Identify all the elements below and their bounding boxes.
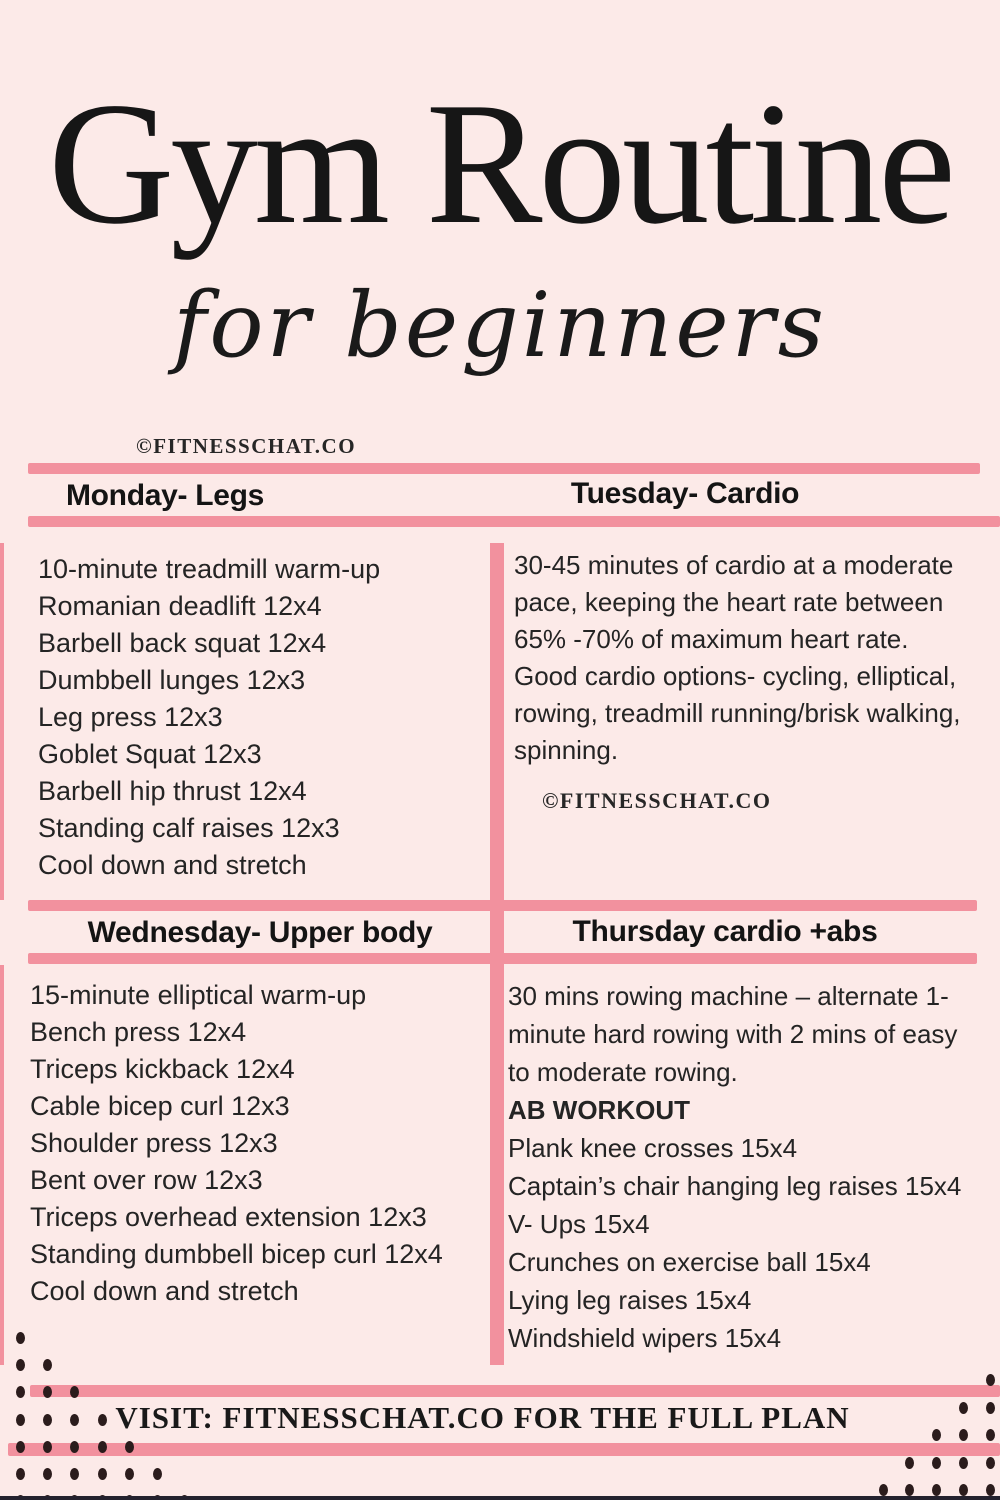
dot <box>905 1457 914 1469</box>
list-item: 10-minute treadmill warm-up <box>38 554 381 584</box>
dot <box>879 1484 888 1496</box>
thursday-header: Thursday cardio +abs <box>572 915 878 948</box>
dot <box>932 1484 941 1496</box>
header-top-rule <box>28 463 980 474</box>
wednesday-exercise-list <box>30 977 485 1310</box>
list-item: Romanian deadlift 12x4 <box>38 591 322 621</box>
dot <box>70 1468 79 1480</box>
dot <box>43 1359 52 1371</box>
list-item: Cable bicep curl 12x3 <box>30 1091 290 1121</box>
dot <box>16 1359 25 1371</box>
list-item: Windshield wipers 15x4 <box>508 1323 782 1353</box>
list-item: Shoulder press 12x3 <box>30 1128 278 1158</box>
dot <box>905 1484 914 1496</box>
banner-bottom-rule <box>8 1443 1000 1456</box>
list-item: Captain’s chair hanging leg raises 15x4 <box>508 1171 962 1201</box>
ab-workout-heading: AB WORKOUT <box>508 1095 690 1125</box>
dot <box>986 1484 995 1496</box>
list-item: Barbell hip thrust 12x4 <box>38 776 307 806</box>
banner-top-rule <box>30 1385 1000 1397</box>
dot <box>43 1468 52 1480</box>
list-item: Bent over row 12x3 <box>30 1165 263 1195</box>
watermark-top: ©FITNESSCHAT.CO <box>136 434 357 458</box>
monday-header: Monday- Legs <box>65 479 265 512</box>
list-item: Standing calf raises 12x3 <box>38 813 340 843</box>
dot <box>932 1457 941 1469</box>
list-item: Cool down and stretch <box>38 850 307 880</box>
midheader-top-rule <box>28 900 977 911</box>
dot <box>98 1468 107 1480</box>
tuesday-paragraph-2: Good cardio options- cycling, elliptical, rowing, treadmill running/brisk walking, spinning. <box>514 661 961 765</box>
list-item: Plank knee crosses 15x4 <box>508 1133 798 1163</box>
dot <box>986 1402 995 1414</box>
page-subtitle: for beginners <box>173 273 827 378</box>
list-item: Goblet Squat 12x3 <box>38 739 262 769</box>
list-item: Lying leg raises 15x4 <box>508 1285 752 1315</box>
watermark-middle: ©FITNESSCHAT.CO <box>542 788 772 813</box>
list-item: Leg press 12x3 <box>38 702 223 732</box>
dot <box>959 1484 968 1496</box>
tuesday-cardio-text <box>514 547 976 769</box>
list-item: Standing dumbbell bicep curl 12x4 <box>30 1239 443 1269</box>
left-accent-line-bottom <box>0 965 4 1365</box>
dot <box>986 1457 995 1469</box>
tuesday-header: Tuesday- Cardio <box>570 477 800 510</box>
footer-banner: VISIT: FITNESSCHAT.CO FOR THE FULL PLAN <box>115 1400 850 1435</box>
list-item: Crunches on exercise ball 15x4 <box>508 1247 871 1277</box>
wednesday-header: Wednesday- Upper body <box>87 916 433 949</box>
list-item: 15-minute elliptical warm-up <box>30 980 367 1010</box>
list-item: Dumbbell lunges 12x3 <box>38 665 306 695</box>
list-item: Barbell back squat 12x4 <box>38 628 327 658</box>
list-item: Triceps kickback 12x4 <box>30 1054 295 1084</box>
list-item: Triceps overhead extension 12x3 <box>30 1202 427 1232</box>
midheader-bottom-rule <box>28 953 977 964</box>
list-item: Bench press 12x4 <box>30 1017 247 1047</box>
dot <box>16 1332 25 1344</box>
dot <box>16 1386 25 1398</box>
list-item: V- Ups 15x4 <box>508 1209 650 1239</box>
monday-exercise-list <box>38 551 488 884</box>
thursday-exercise-list <box>508 1129 978 1357</box>
dot <box>125 1468 134 1480</box>
thursday-intro: 30 mins rowing machine – alternate 1-minute hard rowing with 2 mins of easy to moderate rowing. <box>508 981 958 1087</box>
page-title: Gym Routine <box>48 66 952 260</box>
dot <box>986 1429 995 1441</box>
header-bottom-rule <box>28 516 1000 527</box>
tuesday-paragraph-1: 30-45 minutes of cardio at a moderate pace, keeping the heart rate between 65% -70% of maximum heart rate. <box>514 550 954 654</box>
dot <box>16 1468 25 1480</box>
list-item: Cool down and stretch <box>30 1276 299 1306</box>
left-accent-line-top <box>0 543 4 900</box>
dot <box>959 1457 968 1469</box>
dot <box>153 1468 162 1480</box>
thursday-text <box>508 977 978 1357</box>
bottom-strip <box>0 1496 1000 1500</box>
